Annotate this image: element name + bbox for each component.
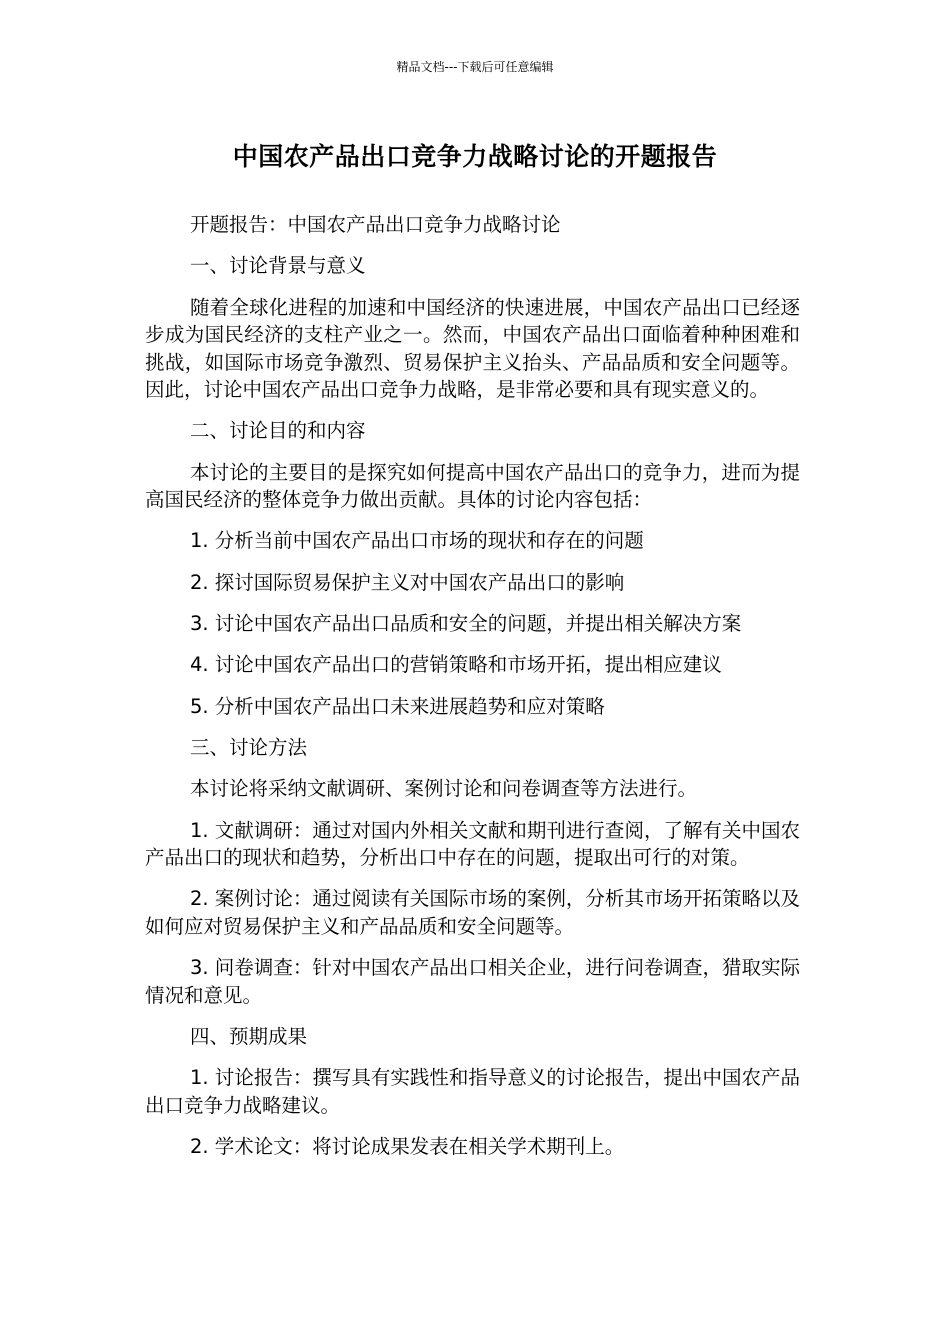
list-item-content-3: 3. 讨论中国农产品出口品质和安全的问题，并提出相关解决方案 bbox=[190, 612, 742, 636]
list-item-method-3: 3. 问卷调查：针对中国农产品出口相关企业，进行问卷调查，猎取实际情况和意见。 bbox=[145, 956, 800, 1007]
list-item-result-2: 2. 学术论文：将讨论成果发表在相关学术期刊上。 bbox=[190, 1135, 625, 1159]
list-item-method-2: 2. 案例讨论：通过阅读有关国际市场的案例，分析其市场开拓策略以及如何应对贸易保护主义和产品品质和安全问题等。 bbox=[145, 887, 800, 938]
list-item-method-1: 1. 文献调研：通过对国内外相关文献和期刊进行查阅，了解有关中国农产品出口的现状和趋势，分析出口中存在的问题，提取出可行的对策。 bbox=[145, 818, 800, 870]
header-note: 精品文档---下载后可任意编辑 bbox=[396, 60, 554, 74]
paragraph-background: 随着全球化进程的加速和中国经济的快速进展，中国农产品出口已经逐步成为国民经济的支柱产业之一。然而，中国农产品出口面临着种种困难和挑战，如国际市场竞争激烈、贸易保护主义抬头、产品品质和安全问题等。因此，讨论中国农产品出口竞争力战略，是非常必要和具有现实意义的。 bbox=[145, 295, 800, 402]
section-heading-method: 三、讨论方法 bbox=[190, 735, 308, 759]
paragraph-method: 本讨论将采纳文献调研、案例讨论和问卷调查等方法进行。 bbox=[190, 777, 698, 801]
list-item-content-4: 4. 讨论中国农产品出口的营销策略和市场开拓，提出相应建议 bbox=[190, 653, 722, 677]
list-item-content-2: 2. 探讨国际贸易保护主义对中国农产品出口的影响 bbox=[190, 570, 625, 594]
paragraph-report-heading: 开题报告：中国农产品出口竞争力战略讨论 bbox=[190, 213, 561, 236]
list-item-content-1: 1. 分析当前中国农产品出口市场的现状和存在的问题 bbox=[190, 529, 644, 553]
section-heading-results: 四、预期成果 bbox=[190, 1024, 308, 1048]
section-heading-background: 一、讨论背景与意义 bbox=[190, 254, 366, 278]
list-item-result-1: 1. 讨论报告：撰写具有实践性和指导意义的讨论报告，提出中国农产品出口竞争力战略建议。 bbox=[145, 1066, 800, 1117]
document-title: 中国农产品出口竞争力战略讨论的开题报告 bbox=[232, 142, 718, 171]
section-heading-purpose: 二、讨论目的和内容 bbox=[190, 419, 366, 443]
list-item-content-5: 5. 分析中国农产品出口未来进展趋势和应对策略 bbox=[190, 694, 605, 718]
document-body bbox=[145, 211, 800, 1174]
paragraph-purpose: 本讨论的主要目的是探究如何提高中国农产品出口的竞争力，进而为提高国民经济的整体竞争力做出贡献。具体的讨论内容包括： bbox=[145, 460, 800, 512]
